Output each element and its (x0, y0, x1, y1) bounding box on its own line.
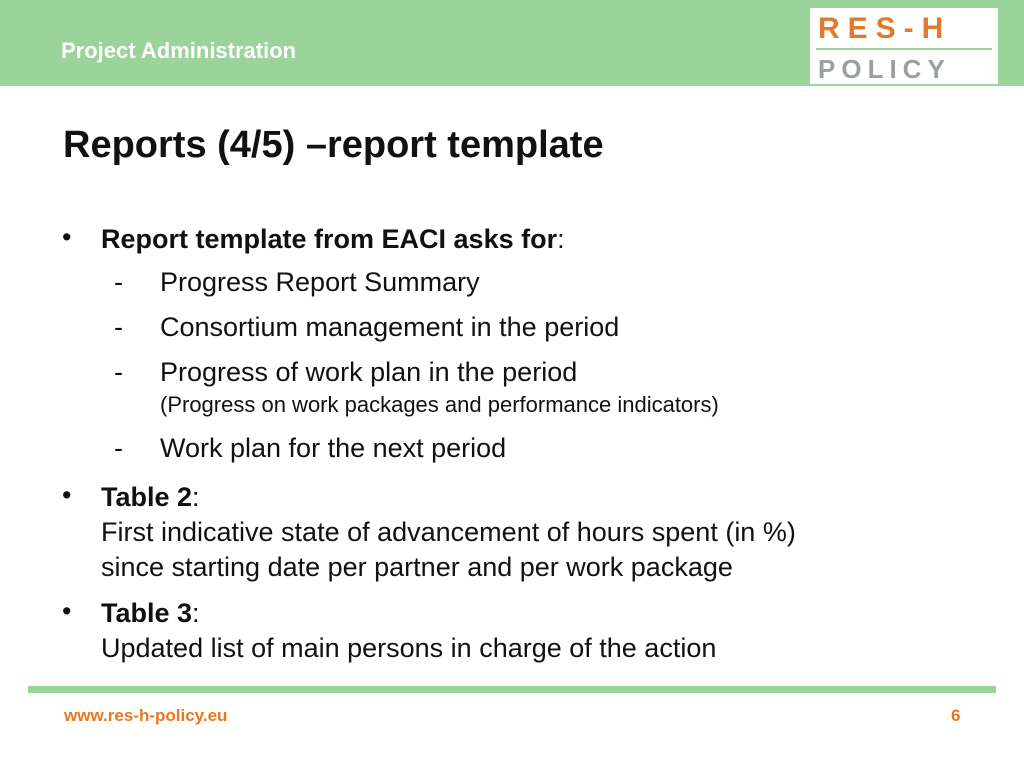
bullet-table-2-line-2: since starting date per partner and per work package (101, 552, 733, 582)
bullet-table-3 (101, 596, 716, 666)
bullet-1-suffix: : (557, 224, 565, 254)
subitem-marker: - (114, 433, 123, 463)
bullet-table-2-suffix: : (192, 482, 200, 512)
subitem-marker: - (114, 357, 123, 387)
bullet-table-3-bold: Table 3 (101, 598, 193, 628)
subitem-progress-report-summary: Progress Report Summary (160, 267, 480, 297)
logo-line-2: POLICY (818, 54, 951, 84)
bullet-table-2-heading (101, 480, 796, 515)
footer-divider (28, 686, 996, 693)
footer-url-link[interactable]: www.res-h-policy.eu (64, 706, 228, 725)
bullet-table-3-line-1: Updated list of main persons in charge of the action (101, 633, 717, 663)
subitem-marker: - (114, 267, 123, 297)
bullet-table-2-bold: Table 2 (101, 482, 193, 512)
bullet-marker: • (62, 222, 72, 252)
logo-line-1: RES-H (818, 12, 952, 45)
page-number: 6 (951, 706, 961, 725)
section-title: Project Administration (61, 38, 297, 63)
subitem-consortium-management: Consortium management in the period (160, 312, 620, 342)
bullet-table-3-heading (101, 596, 716, 631)
bullet-marker: • (62, 480, 72, 510)
bullet-1-text (101, 222, 565, 257)
bullet-table-2 (101, 480, 796, 585)
subitem-progress-work-plan-note: (Progress on work packages and performance indicators) (160, 392, 719, 417)
subitem-work-plan-next-period: Work plan for the next period (160, 433, 507, 463)
subitem-marker: - (114, 312, 123, 342)
slide-title: Reports (4/5) –report template (63, 124, 604, 166)
bullet-1-bold: Report template from EACI asks for (101, 224, 558, 254)
bullet-table-2-line-1: First indicative state of advancement of hours spent (in %) (101, 517, 796, 547)
bullet-table-3-suffix: : (192, 598, 200, 628)
subitem-progress-work-plan: Progress of work plan in the period (160, 357, 578, 387)
bullet-marker: • (62, 596, 72, 626)
